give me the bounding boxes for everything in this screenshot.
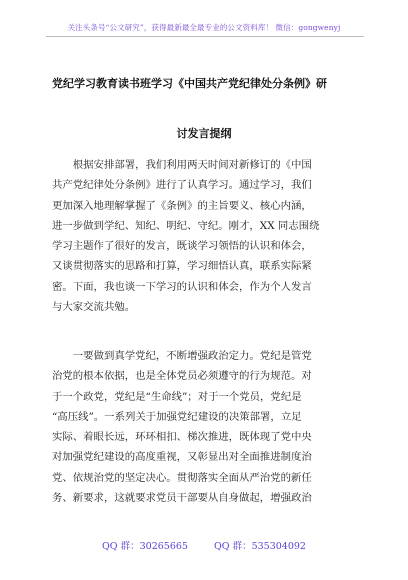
paragraph-line: 进一步做到学纪、知纪、明纪、守纪。刚才，XX 同志围绕 [52,219,320,232]
paragraph-line: “高压线”。一系列关于加强党纪建设的决策部署，立足 [52,410,302,423]
paragraph-1 [52,155,355,317]
document-title-line-2: 讨发言提纲 [176,127,232,140]
paragraph-line: 密。下面，我也谈一下学习的认识和体会，作为个人发言 [52,280,312,293]
paragraph-line: 务、新要求，这就要求党员干部要从自身做起，增强政治 [52,492,312,505]
paragraph-line: 治党的根本依据，也是全体党员必须遵守的行为规范。对 [52,370,312,383]
header-banner: 关注头条号“公文研究”，获得最新最全最专业的公文资料库！ 微信：gongwenyj [67,23,341,32]
paragraph-line: 学习主题作了很好的发言，既谈学习领悟的认识和体会， [52,240,312,253]
footer-qq-group-1: QQ 群：30265665 [102,541,188,552]
paragraph-line: 实际、着眼长远，环环相扣、梯次推进，既体现了党中央 [52,431,312,444]
paragraph-line: 对加强党纪建设的高度重视，又彰显出对全面推进制度治 [52,451,312,464]
paragraph-line: 更加深入地理解掌握了《条例》的主旨要义、核心内涵， [52,199,312,212]
paragraph-2 [52,346,355,508]
paragraph-line: 与大家交流共勉。 [52,301,136,314]
paragraph-line: 根据安排部署，我们利用两天时间对新修订的《中国 [52,159,312,171]
paragraph-line: 于一个政党，党纪是“生命线”；对于一个党员，党纪是 [52,390,302,403]
footer-contact [0,538,408,552]
paragraph-line: 党、依规治党的坚定决心。贯彻落实全面从严治党的新任 [52,471,312,484]
header-divider [46,36,364,37]
document-title-line-1: 党纪学习教育读书班学习《中国共产党纪律处分条例》研 [52,77,327,90]
paragraph-line: 又谈贯彻落实的思路和打算，学习细悟认真，联系实际紧 [52,260,312,273]
paragraph-line: 一要做到真学党纪，不断增强政治定力。党纪是管党 [52,350,312,362]
paragraph-line: 共产党纪律处分条例》进行了认真学习。通过学习，我们 [52,179,312,192]
footer-qq-group-2: QQ 群：535304092 [213,541,306,552]
